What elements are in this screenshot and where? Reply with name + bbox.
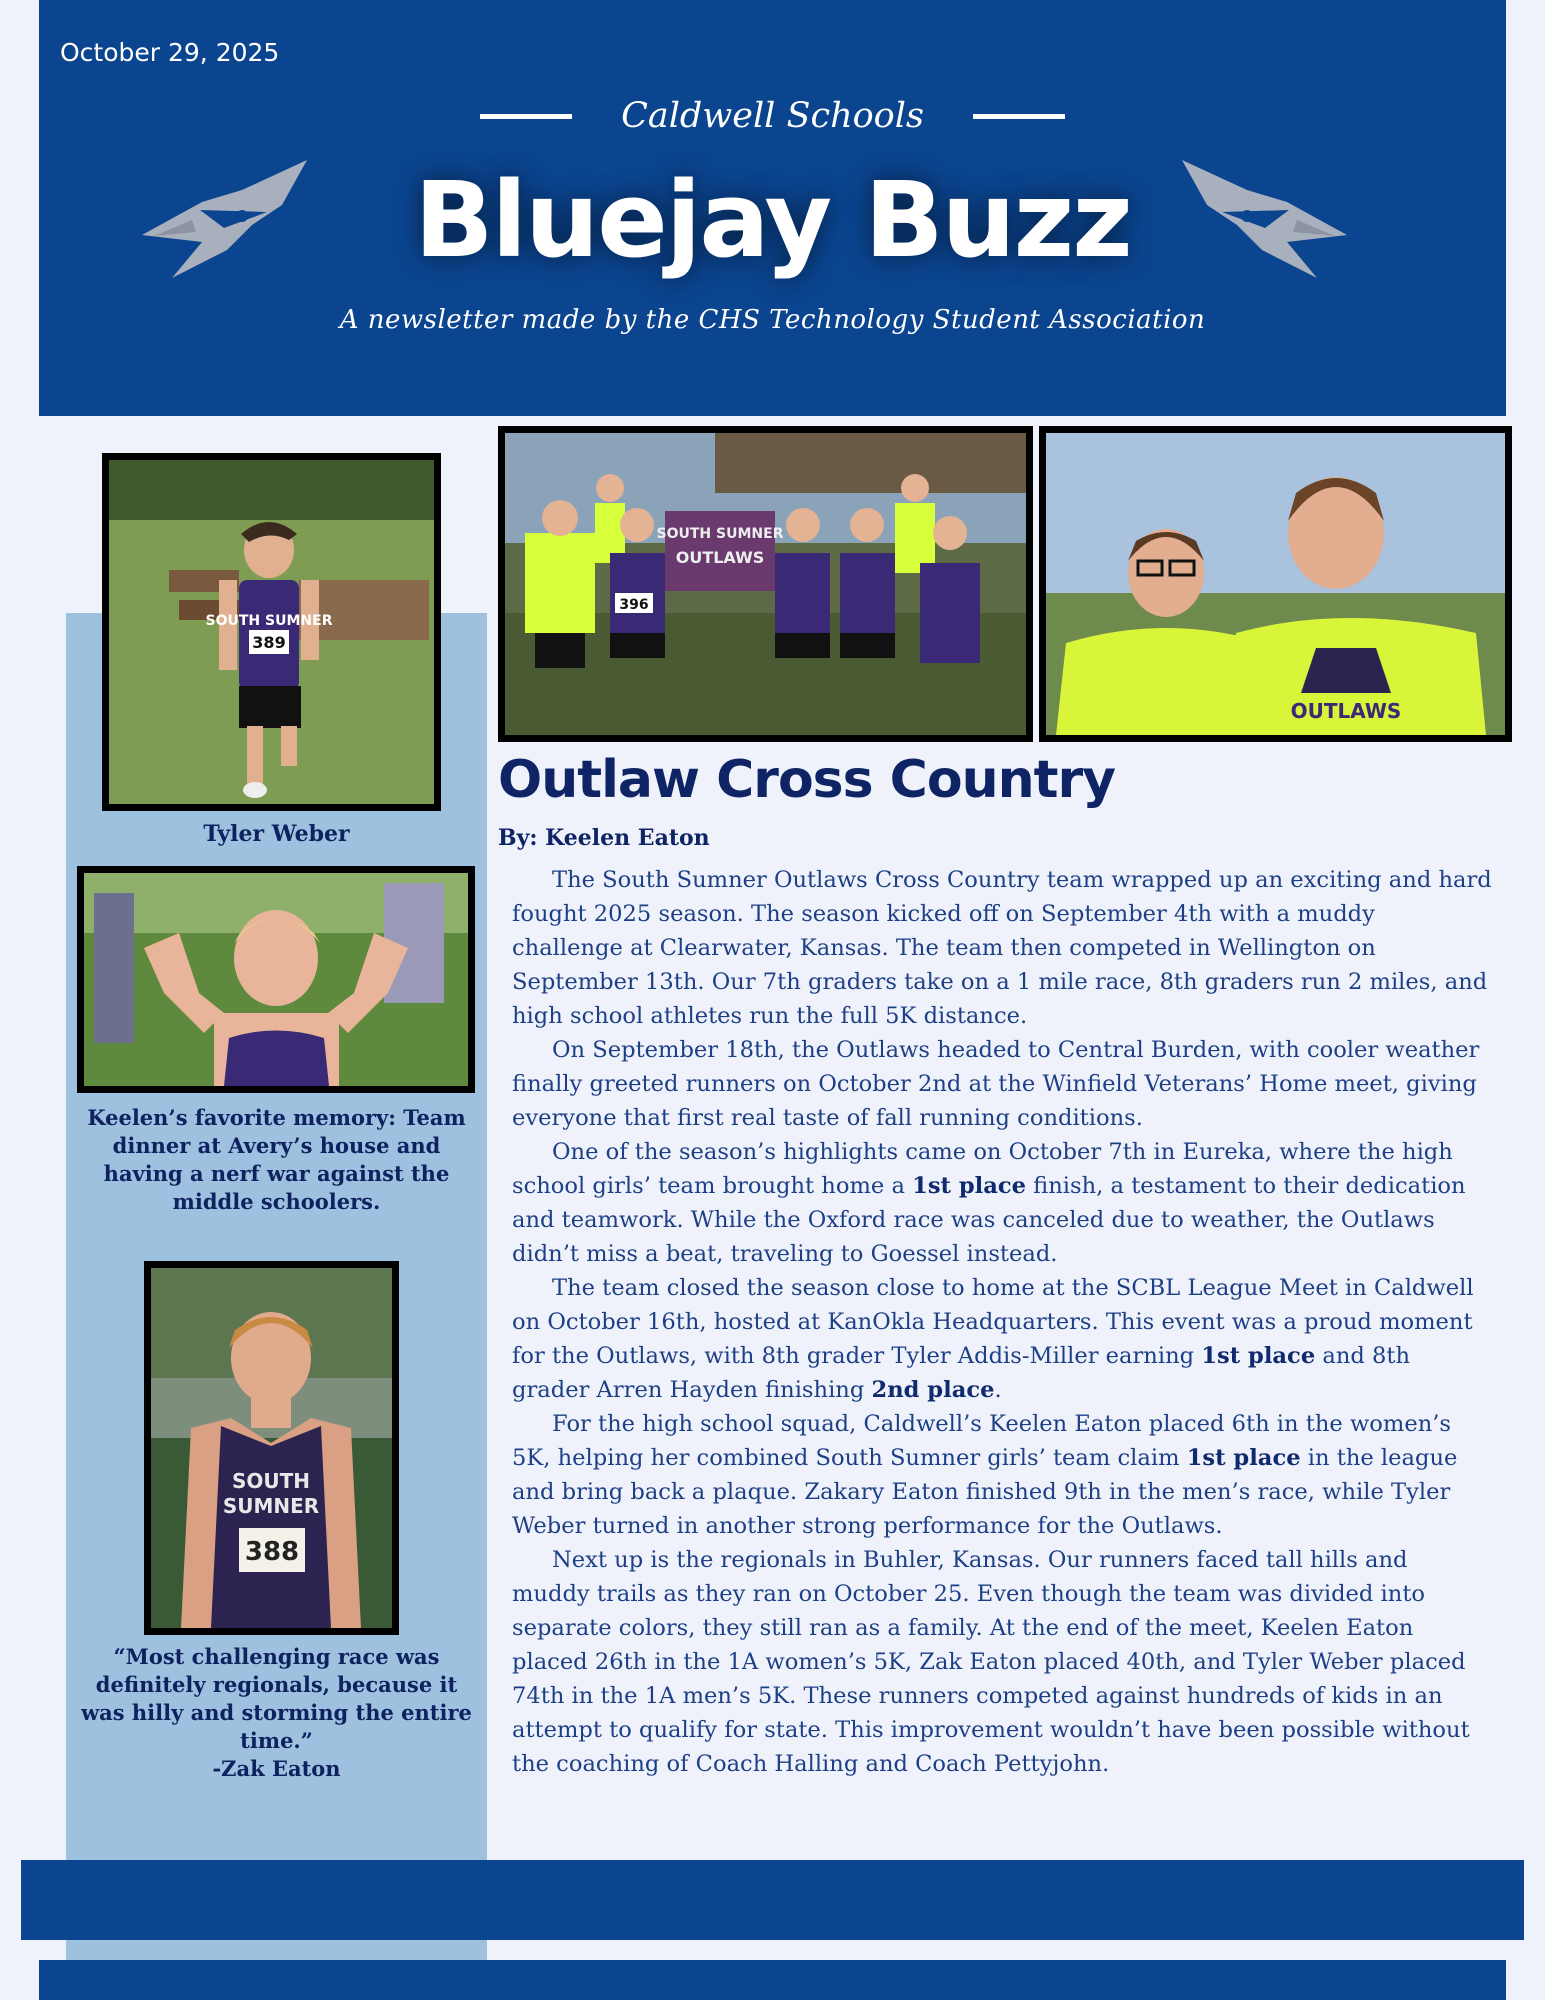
divider-right [973, 114, 1065, 119]
svg-text:396: 396 [619, 597, 649, 613]
photo-keelen-eaton [77, 866, 475, 1093]
footer-band [21, 1860, 1524, 1940]
article-paragraph: Next up is the regionals in Buhler, Kansas. Our runners faced tall hills and muddy trails as they ran on October 25. Even though the team was divided into separate colors, they still ran as a family. At the end of the meet, Keelen Eaton placed 26th in the 1A women’s 5K, Zak Eaton placed 40th, and Tyler Weber placed 74th in the 1A men’s 5K. These runners competed against hundreds of kids in an attempt to qualify for state. This improvement wouldn’t have been possible without the coaching of Coach Halling and Coach Pettyjohn. [512, 1547, 1470, 1777]
newsletter-subtitle: A newsletter made by the CHS Technology Student Association [339, 305, 1206, 335]
school-row [39, 96, 1506, 136]
jersey-text: SOUTH SUMNER [205, 613, 333, 629]
article-headline: Outlaw Cross Country [498, 750, 1115, 810]
photo3-caption [80, 1643, 473, 1783]
article-body [512, 863, 1492, 1781]
bluejay-head-icon [132, 150, 332, 290]
photo3-quote: “Most challenging race was definitely regionals, because it was hilly and storming the entire time.” [81, 1644, 472, 1753]
highlight-placement: 1st place [1186, 1445, 1301, 1471]
issue-date: October 29, 2025 [60, 38, 280, 67]
bib-number: 388 [244, 1537, 300, 1567]
bib-number: 389 [252, 633, 286, 652]
footer-band-bottom [39, 1960, 1506, 2000]
highlight-placement: 1st place [1201, 1343, 1316, 1369]
school-name: Caldwell Schools [621, 96, 924, 136]
highlight-placement: 2nd place [871, 1377, 995, 1403]
svg-text:SUMNER: SUMNER [222, 1494, 320, 1518]
svg-text:OUTLAWS: OUTLAWS [675, 548, 765, 567]
divider-left [480, 114, 572, 119]
photo3-quote-author: -Zak Eaton [212, 1756, 341, 1781]
svg-text:SOUTH: SOUTH [231, 1469, 311, 1493]
photo2-caption: Keelen’s favorite memory: Team dinner at Avery’s house and having a nerf war against the middle schoolers. [87, 1105, 466, 1214]
photo-zak-eaton [144, 1261, 399, 1635]
photo-two-runners [1039, 426, 1512, 742]
newsletter-title: Bluejay Buzz [414, 159, 1131, 281]
photo-team-banner [498, 426, 1033, 742]
photo-tyler-weber [102, 453, 441, 811]
article-paragraph: The South Sumner Outlaws Cross Country team wrapped up an exciting and hard fought 2025 season. The season kicked off on September 4th with a muddy challenge at Clearwater, Kansas. The team then competed in Wellington on September 13th. Our 7th graders take on a 1 mile race, 8th graders run 2 miles, and high school athletes run the full 5K distance. [512, 867, 1492, 1029]
article-byline: By: Keelen Eaton [498, 825, 710, 851]
svg-text:SOUTH SUMNER: SOUTH SUMNER [656, 526, 784, 542]
highlight-placement: 1st place [912, 1173, 1026, 1199]
photo1-caption: Tyler Weber [203, 821, 350, 847]
article-paragraph: The team closed the season close to home at the SCBL League Meet in Caldwell on October 16th, hosted at KanOkla Headquarters. This event was a proud moment for the Outlaws, with 8th grader Tyler Addis-Miller earning 1st place and 8th grader Arren Hayden finishing 2nd place. [512, 1275, 1474, 1403]
article-paragraph: For the high school squad, Caldwell’s Keelen Eaton placed 6th in the women’s 5K, helping her combined South Sumner girls’ team claim 1st place in the league and bring back a plaque. Zakary Eaton finished 9th in the men’s race, while Tyler Weber turned in another strong performance for the Outlaws. [512, 1411, 1458, 1539]
shirt-text: OUTLAWS [1290, 699, 1402, 723]
article-paragraph: One of the season’s highlights came on October 7th in Eureka, where the high school girls’ team brought home a 1st place finish, a testament to their dedication and teamwork. While the Oxford race was canceled due to weather, the Outlaws didn’t miss a beat, traveling to Goessel instead. [512, 1139, 1466, 1267]
bluejay-head-icon [1157, 150, 1357, 290]
article-paragraph: On September 18th, the Outlaws headed to Central Burden, with cooler weather finally greeted runners on October 2nd at the Winfield Veterans’ Home meet, giving everyone that first real taste of fall running conditions. [512, 1037, 1480, 1131]
